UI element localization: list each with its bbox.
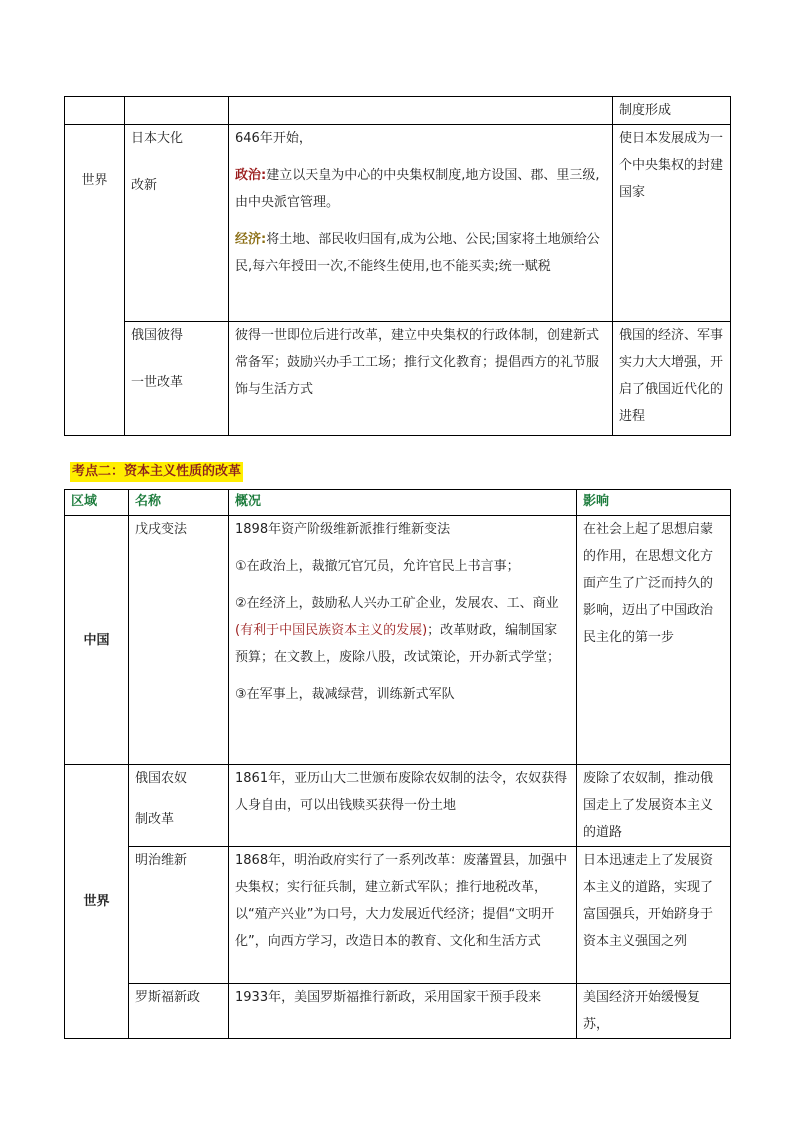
table-row	[65, 125, 731, 322]
overview-text: ①在政治上，裁撤冗官冗员，允许官民上书言事；	[235, 559, 520, 574]
name-line: 一世改革	[131, 375, 184, 390]
name-line: 俄国农奴	[135, 771, 188, 786]
reform-table-feudal	[64, 96, 731, 436]
impact-cell: 使日本发展成为一个中央集权的封建国家	[613, 125, 731, 322]
name-cell: 罗斯福新政	[129, 984, 229, 1039]
impact-cell: 制度形成	[613, 97, 731, 125]
text-run: ；改革财政，编制国家预算；在文教上，废除八股，改试策论，开办新式学堂；	[235, 623, 561, 665]
overview-cell	[229, 97, 613, 125]
name-line: 日本大化	[131, 131, 184, 146]
name-cell	[125, 97, 229, 125]
name-line: 制改革	[135, 812, 175, 827]
table-row	[65, 516, 731, 765]
name-line: 俄国彼得	[131, 328, 184, 343]
overview-cell: 1933年，美国罗斯福推行新政，采用国家干预手段来	[229, 984, 577, 1039]
name-cell	[125, 125, 229, 322]
overview-cell	[229, 516, 577, 765]
impact-cell: 日本迅速走上了发展资本主义的道路，实现了富国强兵，开始跻身于资本主义强国之列	[577, 847, 731, 984]
overview-cell: 1868年，明治政府实行了一系列改革：废藩置县，加强中央集权；实行征兵制，建立新式军队；推行地税改革，以“殖产兴业”为口号，大力发展近代经济；提倡“文明开化”，向西方学习，改造日本的教育、文化和生活方式	[229, 847, 577, 984]
region-cell: 中国	[65, 516, 129, 765]
overview-text: 646年开始，	[235, 131, 312, 146]
table-row	[65, 97, 731, 125]
table-header-row	[65, 490, 731, 516]
economy-label: 经济:	[235, 232, 267, 247]
table-row	[65, 765, 731, 847]
name-cell	[125, 322, 229, 436]
name-cell: 明治维新	[129, 847, 229, 984]
impact-cell: 废除了农奴制，推动俄国走上了发展资本主义的道路	[577, 765, 731, 847]
header-impact: 影响	[577, 490, 731, 516]
overview-cell: 彼得一世即位后进行改革，建立中央集权的行政体制，创建新式常备军；鼓励兴办手工工场；推行文化教育；提倡西方的礼节服饰与生活方式	[229, 322, 613, 436]
overview-text	[235, 590, 570, 671]
politics-text: 建立以天皇为中心的中央集权制度,地方设国、郡、里三级,由中央派官管理。	[235, 168, 600, 210]
header-region: 区域	[65, 490, 129, 516]
politics-paragraph	[235, 162, 606, 216]
overview-text: 1898年资产阶级维新派推行维新变法	[235, 522, 451, 537]
overview-text: ③在军事上，裁减绿营，训练新式军队	[235, 687, 455, 702]
table-row	[65, 847, 731, 984]
name-line: 改新	[131, 178, 158, 193]
region-cell: 世界	[65, 765, 129, 1039]
impact-cell: 美国经济开始缓慢复苏，	[577, 984, 731, 1039]
impact-cell: 在社会上起了思想启蒙的作用，在思想文化方面产生了广泛而持久的影响，迈出了中国政治民主化的第一步	[577, 516, 731, 765]
region-cell: 世界	[65, 125, 125, 436]
name-cell: 戊戌变法	[129, 516, 229, 765]
economy-paragraph	[235, 226, 606, 280]
economy-text: 将土地、部民收归国有,成为公地、公民;国家将土地颁给公民,每六年授田一次,不能终生使用,也不能买卖;统一赋税	[235, 232, 600, 274]
header-name: 名称	[129, 490, 229, 516]
overview-cell: 1861年，亚历山大二世颁布废除农奴制的法令，农奴获得人身自由，可以出钱赎买获得一份土地	[229, 765, 577, 847]
reform-table-capitalist	[64, 489, 731, 1039]
section-heading: 考点二：资本主义性质的改革	[70, 462, 243, 482]
note-text: (有利于中国民族资本主义的发展)	[235, 623, 428, 638]
name-cell	[129, 765, 229, 847]
impact-cell: 俄国的经济、军事实力大大增强，开启了俄国近代化的进程	[613, 322, 731, 436]
table-row	[65, 984, 731, 1039]
region-cell	[65, 97, 125, 125]
overview-cell	[229, 125, 613, 322]
text-run: ②在经济上，鼓励私人兴办工矿企业，发展农、工、商业	[235, 596, 559, 611]
header-overview: 概况	[229, 490, 577, 516]
table-row	[65, 322, 731, 436]
politics-label: 政治:	[235, 168, 267, 183]
